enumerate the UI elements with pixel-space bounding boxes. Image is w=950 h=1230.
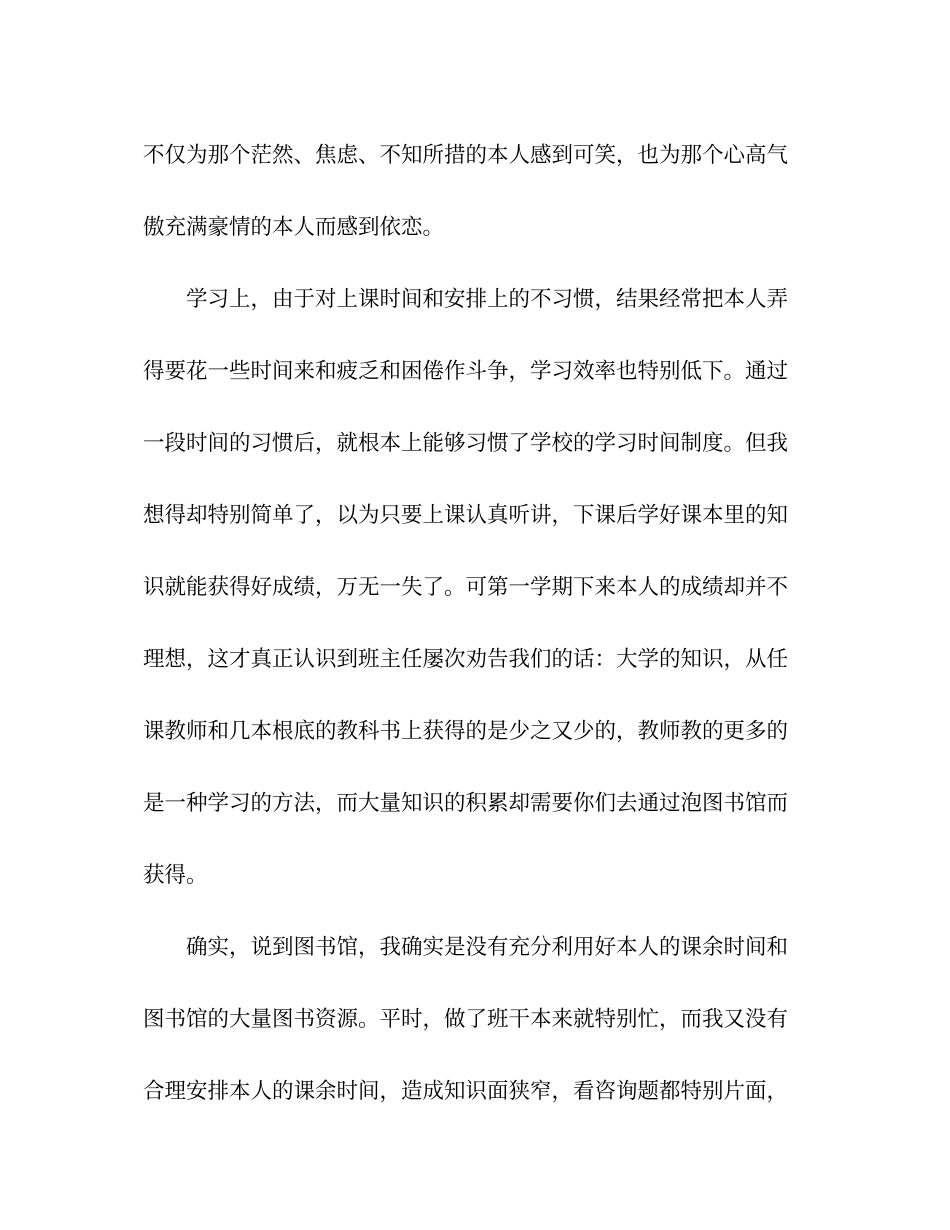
text-line-2: 傲充满豪情的本人而感到依恋。 [143, 215, 445, 240]
body-text [143, 120, 803, 1128]
text-line-14: 合理安排本人的课余时间，造成知识面狭窄，看咨询题都特别片面， [143, 1079, 789, 1104]
text-line-1: 不仅为那个茫然、焦虑、不知所措的本人感到可笑，也为那个心高气 [143, 143, 789, 168]
text-line-3: 学习上，由于对上课时间和安排上的不习惯，结果经常把本人弄 [186, 287, 789, 312]
text-line-7: 识就能获得好成绩，万无一失了。可第一学期下来本人的成绩却并不 [143, 575, 789, 600]
text-line-11: 获得。 [143, 863, 208, 888]
text-line-9: 课教师和几本根底的教科书上获得的是少之又少的，教师教的更多的 [143, 719, 789, 744]
text-line-6: 想得却特别简单了，以为只要上课认真听讲，下课后学好课本里的知 [143, 503, 789, 528]
text-line-12: 确实，说到图书馆，我确实是没有充分利用好本人的课余时间和 [186, 935, 789, 960]
text-line-5: 一段时间的习惯后，就根本上能够习惯了学校的学习时间制度。但我 [143, 431, 789, 456]
text-line-10: 是一种学习的方法，而大量知识的积累却需要你们去通过泡图书馆而 [143, 791, 789, 816]
text-line-4: 得要花一些时间来和疲乏和困倦作斗争，学习效率也特别低下。通过 [143, 359, 789, 384]
text-line-8: 理想，这才真正认识到班主任屡次劝告我们的话：大学的知识，从任 [143, 647, 789, 672]
text-line-13: 图书馆的大量图书资源。平时，做了班干本来就特别忙，而我又没有 [143, 1007, 789, 1032]
